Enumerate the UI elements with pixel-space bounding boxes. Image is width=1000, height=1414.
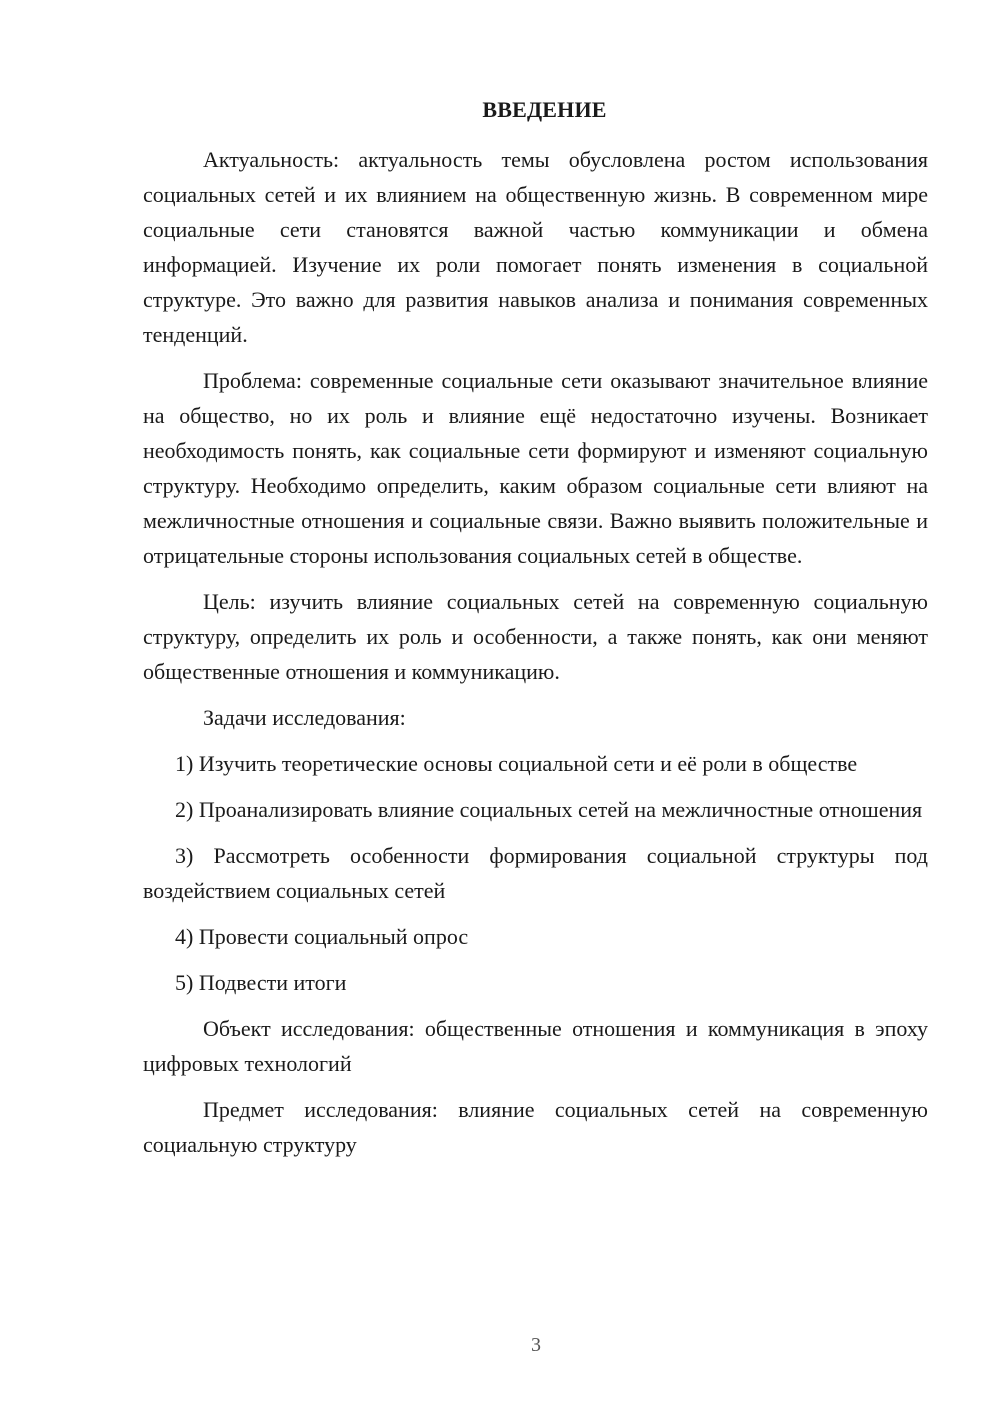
task-item: 4) Провести социальный опрос — [175, 924, 469, 949]
paragraph-subject: Предмет исследования: влияние социальных сетей на современную социальную структуру — [143, 1097, 928, 1157]
paragraph-object: Объект исследования: общественные отношения и коммуникация в эпоху цифровых технологий — [143, 1016, 928, 1076]
section-title: ВВЕДЕНИЕ — [482, 97, 607, 122]
tasks-heading: Задачи исследования: — [203, 705, 406, 730]
task-item: 2) Проанализировать влияние социальных сетей на межличностные отношения — [175, 797, 923, 822]
paragraph-relevance: Актуальность: актуальность темы обусловлена ростом использования социальных сетей и их влиянием на общественную жизнь. В современном мире социальные сети становятся важной частью коммуникации и обмена информацией. Изучение их роли помогает понять изменения в социальной структуре. Это важно для развития навыков анализа и понимания современных тенденций. — [143, 147, 928, 347]
task-item: 3) Рассмотреть особенности формирования социальной структуры под воздействием социальных сетей — [143, 843, 928, 903]
page-number: 3 — [531, 1334, 541, 1356]
paragraph-goal: Цель: изучить влияние социальных сетей на современную социальную структуру, определить их роль и особенности, а также понять, как они меняют общественные отношения и коммуникацию. — [143, 589, 928, 684]
task-item: 1) Изучить теоретические основы социальной сети и её роли в обществе — [175, 751, 858, 776]
task-item: 5) Подвести итоги — [175, 970, 347, 995]
page-content — [143, 92, 928, 1173]
paragraph-problem: Проблема: современные социальные сети оказывают значительное влияние на общество, но их роль и влияние ещё недостаточно изучены. Возникает необходимость понять, как социальные сети формируют и изменяют социальную структуру. Необходимо определить, каким образом социальные сети влияют на межличностные отношения и социальные связи. Важно выявить положительные и отрицательные стороны использования социальных сетей в обществе. — [143, 368, 928, 568]
